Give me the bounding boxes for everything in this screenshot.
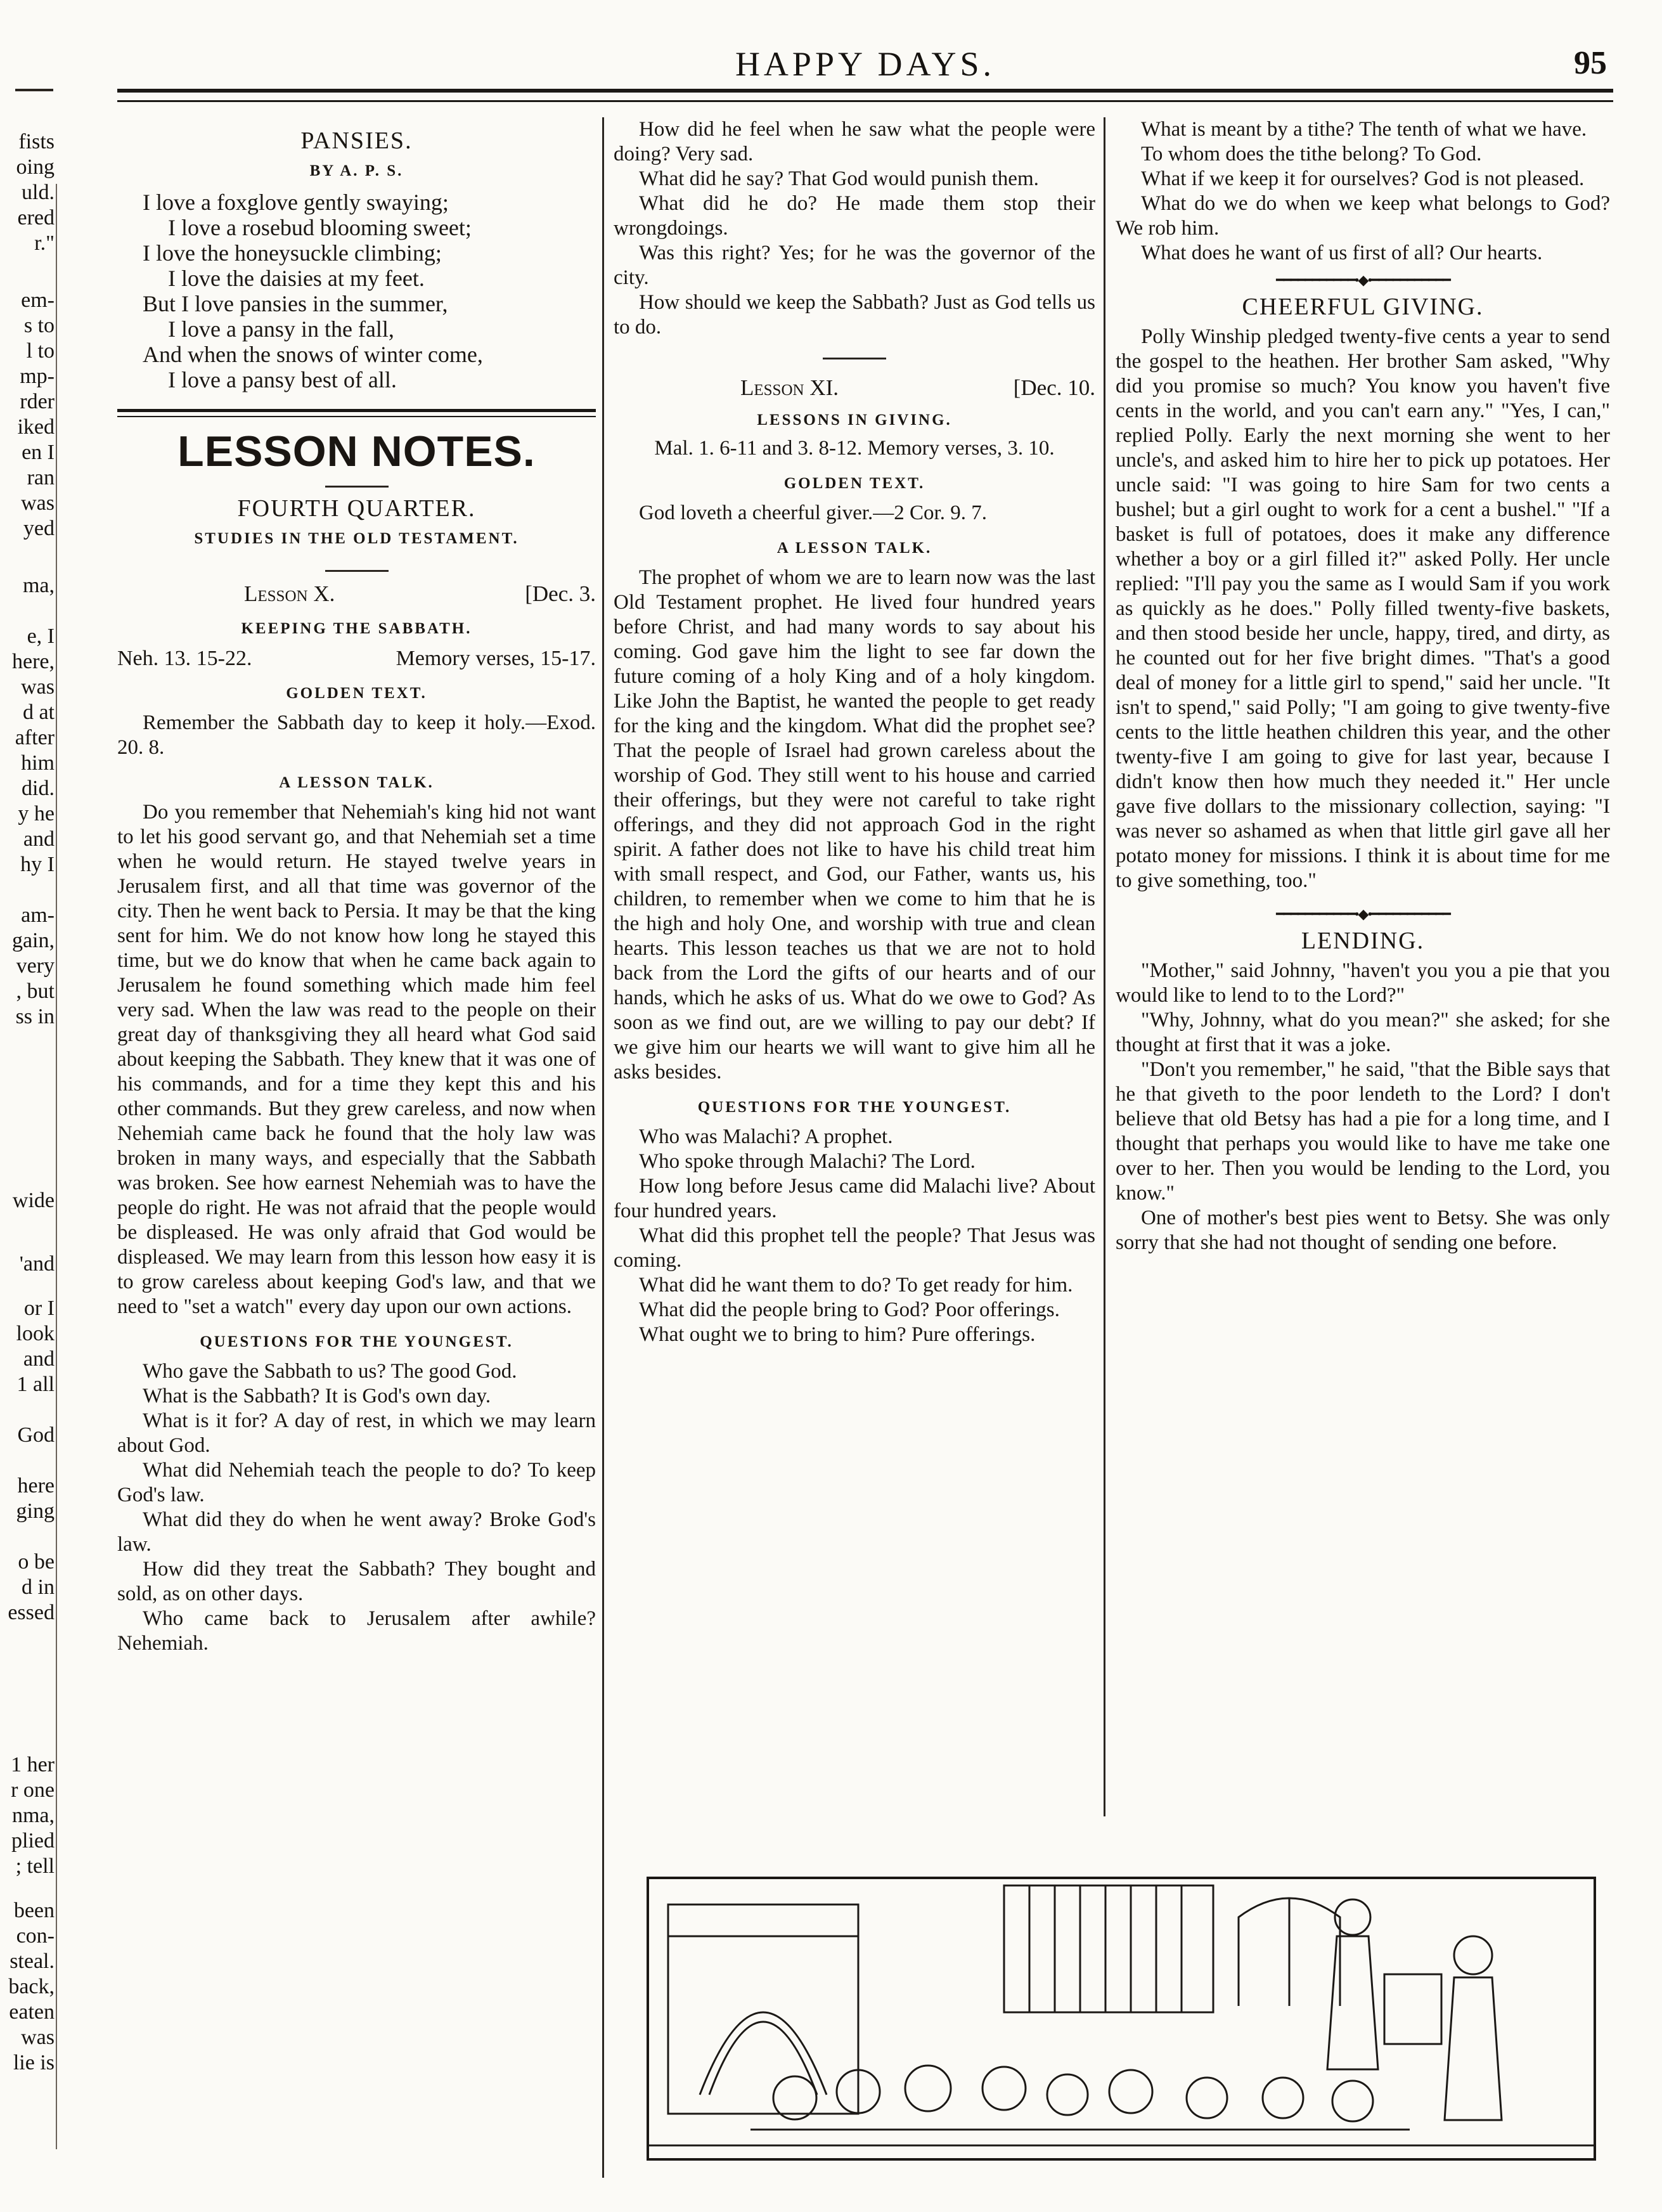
margin-rule bbox=[56, 184, 57, 2149]
margin-fragment: hy I bbox=[20, 853, 55, 876]
newspaper-title: HAPPY DAYS. bbox=[735, 45, 996, 83]
story-title: CHEERFUL GIVING. bbox=[1242, 294, 1484, 320]
margin-fragment: or I bbox=[23, 1297, 55, 1320]
story-paragraph: One of mother's best pies went to Betsy. She was only sorry that she had not thought of sending one before. bbox=[1116, 1206, 1610, 1254]
quarter-heading: FOURTH QUARTER. bbox=[237, 495, 476, 522]
lesson-topic: KEEPING THE SABBATH. bbox=[241, 620, 472, 637]
lesson-date: [Dec. 3. bbox=[525, 581, 596, 606]
poem-title: PANSIES. bbox=[300, 127, 413, 154]
question: What does he want of us first of all? Our hearts. bbox=[1141, 242, 1543, 264]
margin-fragment: ss in bbox=[15, 1005, 55, 1028]
questions-heading: QUESTIONS FOR THE YOUNGEST. bbox=[200, 1333, 513, 1350]
margin-fragment: been bbox=[13, 1899, 55, 1922]
question: How did he feel when he saw what the people were doing? Very sad. bbox=[614, 118, 1095, 165]
margin-fragment: was bbox=[21, 675, 55, 699]
short-rule bbox=[325, 486, 389, 488]
memory-verses: Memory verses, 15-17. bbox=[396, 647, 596, 670]
question: What did he do? He made them stop their wrongdoings. bbox=[614, 192, 1095, 240]
question: What ought we to bring to him? Pure offerings. bbox=[639, 1323, 1036, 1346]
margin-fragment: gain, bbox=[11, 929, 55, 952]
margin-fragment: after bbox=[15, 726, 55, 749]
margin-fragment: very bbox=[16, 954, 55, 978]
question: To whom does the tithe belong? To God. bbox=[1141, 143, 1482, 165]
question: What is meant by a tithe? The tenth of what we have. bbox=[1141, 118, 1587, 141]
margin-fragment: ; tell bbox=[15, 1854, 55, 1878]
section-rule bbox=[117, 409, 596, 417]
margin-fragment: back, bbox=[8, 1975, 55, 1998]
questions-heading: QUESTIONS FOR THE YOUNGEST. bbox=[697, 1099, 1012, 1116]
short-rule bbox=[325, 570, 389, 572]
margin-fragment: ging bbox=[16, 1499, 55, 1523]
golden-text: Remember the Sabbath day to keep it holy.—Exod. 20. 8. bbox=[117, 711, 596, 759]
margin-fragment: em- bbox=[21, 288, 55, 312]
question: What did he say? That God would punish them. bbox=[639, 167, 1039, 190]
question: Who came back to Jerusalem after awhile? Nehemiah. bbox=[117, 1607, 596, 1655]
column-3 bbox=[1116, 117, 1610, 1255]
margin-fragment: r one bbox=[11, 1778, 55, 1802]
margin-fragment: here, bbox=[11, 650, 55, 673]
margin-fragment: plied bbox=[11, 1829, 55, 1853]
margin-fragment: con- bbox=[16, 1924, 55, 1948]
scripture-ref: Neh. 13. 15-22. bbox=[117, 647, 252, 670]
column-1 bbox=[117, 117, 596, 1656]
lesson-label: Lesson X. bbox=[244, 581, 335, 606]
story-paragraph: "Mother," said Johnny, "haven't you you a pie that you would like to lend to to the Lord?" bbox=[1116, 959, 1610, 1007]
question: How should we keep the Sabbath? Just as God tells us to do. bbox=[614, 291, 1095, 339]
margin-fragment: was bbox=[21, 2026, 55, 2049]
margin-fragment: ran bbox=[27, 466, 55, 489]
question: How long before Jesus came did Malachi live? About four hundred years. bbox=[614, 1175, 1095, 1222]
golden-text: God loveth a cheerful giver.—2 Cor. 9. 7. bbox=[639, 501, 987, 524]
margin-fragment: en I bbox=[22, 441, 55, 464]
poem bbox=[117, 190, 596, 392]
question: What did he want them to do? To get ready for him. bbox=[639, 1274, 1073, 1297]
poem-line: I love a pansy in the fall, bbox=[168, 316, 394, 342]
ornament-divider: ━━━━━━━━━━━•◆•━━━━━━━━━━━ bbox=[1276, 906, 1450, 922]
margin-fragment: yed bbox=[23, 517, 55, 540]
question: Was this right? Yes; for he was the governor of the city. bbox=[614, 242, 1095, 289]
margin-fragment: was bbox=[21, 491, 55, 515]
lesson-talk-heading: A LESSON TALK. bbox=[279, 774, 434, 791]
margin-fragment: God bbox=[17, 1423, 55, 1447]
golden-text-heading: GOLDEN TEXT. bbox=[783, 475, 925, 492]
question: Who spoke through Malachi? The Lord. bbox=[639, 1150, 976, 1173]
margin-fragment: wide bbox=[12, 1189, 55, 1212]
margin-fragment: and bbox=[23, 1347, 55, 1371]
margin-fragment: uld. bbox=[22, 181, 55, 204]
margin-fragment: d at bbox=[22, 701, 55, 724]
question: Who gave the Sabbath to us? The good God. bbox=[143, 1360, 517, 1383]
question: What is the Sabbath? It is God's own day. bbox=[143, 1385, 491, 1407]
margin-fragment: o be bbox=[18, 1550, 55, 1574]
margin-fragment: 'and bbox=[19, 1252, 55, 1276]
question: What if we keep it for ourselves? God is not pleased. bbox=[1141, 167, 1585, 190]
margin-fragment: here bbox=[17, 1474, 55, 1497]
story-paragraph: "Why, Johnny, what do you mean?" she asked; for she thought at first that it was a joke. bbox=[1116, 1009, 1610, 1056]
poem-line: I love a pansy best of all. bbox=[168, 367, 397, 392]
question: Who was Malachi? A prophet. bbox=[639, 1125, 893, 1148]
margin-fragment: r." bbox=[34, 231, 55, 255]
poem-line: I love the honeysuckle climbing; bbox=[143, 240, 442, 266]
lesson-date: [Dec. 10. bbox=[1013, 375, 1095, 400]
margin-fragment: y he bbox=[18, 802, 55, 825]
margin-fragment: essed bbox=[8, 1601, 55, 1624]
lesson-talk: Do you remember that Nehemiah's king hid not want to let his good servant go, and that Nehemiah set a time when he would return. He stayed twelve years in Jerusalem first, and all that time was governor of the city. Then he went back to Persia. It may be that the king sent for him. We do not know how long he stayed this time, but we do know that when he came back again to Jerusalem he found something which made him feel very sad. When the law was read to the people on their great day of thanksgiving they all heard what God said about keeping the Sabbath. They knew that it was one of his commands, and for a time they kept this and his other commands. But they grew careless, and now when Nehemiah came back he found that the holy law was broken in many ways, and especially that the Sabbath was broken. See how earnest Nehemiah was to have the people do right. He was not afraid that the people would be displeased. He was only afraid that God would be displeased. We may learn from this lesson how easy it is to grow careless about keeping God's law, and that we need to "set a watch" every day upon our own actions. bbox=[117, 801, 596, 1318]
page-number: 95 bbox=[1574, 45, 1607, 81]
margin-fragment: , but bbox=[16, 980, 55, 1003]
margin-fragment: look bbox=[16, 1322, 55, 1345]
engraving-illustration bbox=[647, 1877, 1596, 2161]
margin-fragment: oing bbox=[16, 155, 55, 179]
story-title: LENDING. bbox=[1301, 928, 1425, 954]
margin-fragment: d in bbox=[22, 1575, 55, 1599]
margin-fragment: 1 her bbox=[11, 1753, 55, 1776]
question: What do we do when we keep what belongs to God? We rob him. bbox=[1116, 192, 1610, 240]
margin-fragment: 1 all bbox=[16, 1373, 55, 1396]
ornament-divider: ━━━━━━━━━━━•◆•━━━━━━━━━━━ bbox=[1276, 272, 1450, 288]
poem-line: I love a rosebud blooming sweet; bbox=[168, 215, 472, 240]
lesson-line bbox=[614, 375, 1095, 401]
margin-fragment: steal. bbox=[10, 1950, 55, 1973]
question: What did Nehemiah teach the people to do? To keep God's law. bbox=[117, 1459, 596, 1506]
margin-tick bbox=[15, 89, 53, 91]
scripture-line bbox=[117, 646, 596, 671]
lesson-line bbox=[117, 581, 596, 607]
margin-fragment: rder bbox=[20, 390, 55, 413]
lesson-talk-heading: A LESSON TALK. bbox=[776, 540, 932, 557]
question: What did they do when he went away? Broke God's law. bbox=[117, 1508, 596, 1556]
margin-fragment: lie is bbox=[13, 2051, 55, 2074]
classroom-engraving bbox=[649, 1879, 1594, 2158]
story-paragraph: "Don't you remember," he said, "that the Bible says that he that giveth to the poor lendeth to the Lord? I don't believe that old Betsy has had a pie for a long time, and I thought that perhaps you would like to have me take one over to her. Then you would be lending to the Lord, you know." bbox=[1116, 1058, 1610, 1205]
lesson-talk: The prophet of whom we are to learn now was the last Old Testament prophet. He lived four hundred years before Christ, and had many words to say about his coming. God gave him the light to see far down the future coming of a holy King and of a holy kingdom. Like John the Baptist, he wanted the people to get ready for the king and the kingdom. What did the prophet see? That the people of Israel had grown careless about the worship of God. They still went to his house and carried their offerings, but they were not careful to take right offerings, and they did not approach God in the right spirit. A father does not like to have his child treat him with small respect, and God, our Father, wants us, his children, to remember when we come to him that he is the high and holy One, and worship with true and clean hearts. This lesson teaches us that we are not to hold back from the Lord the gifts of our hearts and of our hands, which he asks of us. What do we owe to God? As soon as we find out, are we willing to pay our debt? If we give him our hearts we will want to give him all he asks besides. bbox=[614, 566, 1095, 1083]
margin-fragment: him bbox=[21, 751, 55, 775]
studies-heading: STUDIES IN THE OLD TESTAMENT. bbox=[194, 530, 519, 547]
poem-line: I love a foxglove gently swaying; bbox=[143, 190, 449, 215]
page-header bbox=[117, 44, 1613, 82]
lesson-topic: LESSONS IN GIVING. bbox=[757, 411, 952, 429]
question: What did this prophet tell the people? That Jesus was coming. bbox=[614, 1224, 1095, 1272]
question: What is it for? A day of rest, in which we may learn about God. bbox=[117, 1409, 596, 1457]
column-2 bbox=[614, 117, 1095, 1347]
poem-line: I love the daisies at my feet. bbox=[168, 266, 425, 291]
scripture-ref: Mal. 1. 6-11 and 3. 8-12. Memory verses, 3. 10. bbox=[654, 437, 1055, 460]
golden-text-heading: GOLDEN TEXT. bbox=[286, 685, 427, 702]
margin-fragment: ma, bbox=[22, 574, 55, 597]
poem-byline: BY A. P. S. bbox=[309, 162, 404, 179]
poem-line: And when the snows of winter come, bbox=[143, 342, 483, 367]
margin-fragment: eaten bbox=[9, 2000, 55, 2024]
poem-line: But I love pansies in the summer, bbox=[143, 291, 448, 316]
header-rule bbox=[117, 89, 1613, 93]
margin-fragment: fists bbox=[18, 130, 55, 153]
margin-fragment: s to bbox=[23, 314, 55, 337]
margin-fragment: did. bbox=[22, 777, 55, 800]
margin-fragment: l to bbox=[26, 339, 55, 363]
column-rule bbox=[1104, 117, 1105, 1816]
margin-fragment: and bbox=[23, 827, 55, 851]
story-text: Polly Winship pledged twenty-five cents a year to send the gospel to the heathen. Her brother Sam asked, "Why did you promise so much? You know you haven't five cents in the world, and you can't earn any." "Yes, I can," replied Polly. Early the next morning she went to her uncle's, and asked him to hire her to pick up potatoes. Her uncle said: "I was going to hire Sam for two cents a bushel; but a girl ought to work for a cent a bushel." "If a basket is full of potatoes, does it make any difference whether a boy or a girl filled it?" asked Polly. Her uncle replied: "I'll pay you the same as I would Sam if you work as quickly as he does." Polly filled twenty-five baskets, and then stood beside her uncle, happy, tired, and dirty, as he counted out for her five bright dimes. "That's a good deal of money for a little girl to spend," said her uncle. "It isn't to spend," said Polly; "I am going to give twenty-five cents to the little heathen children this year, and the other twenty-five I am going to give for last year, because I didn't know then how much they needed it." Her uncle gave five dollars to the missionary collection, saying: "I was never so ashamed as when that little girl gave all her potato money for missions. I think it is about time for me to give something, too." bbox=[1116, 325, 1610, 892]
adjacent-page-fragment bbox=[0, 0, 57, 2212]
short-rule bbox=[823, 358, 886, 359]
margin-fragment: iked bbox=[17, 415, 55, 439]
margin-fragment: mp- bbox=[20, 365, 55, 388]
column-rule bbox=[602, 117, 604, 2178]
question: How did they treat the Sabbath? They bought and sold, as on other days. bbox=[117, 1558, 596, 1605]
margin-fragment: am- bbox=[21, 903, 55, 927]
margin-fragment: nma, bbox=[11, 1804, 55, 1827]
section-title: LESSON NOTES. bbox=[177, 427, 536, 475]
margin-fragment: ered bbox=[17, 206, 55, 230]
question: What did the people bring to God? Poor offerings. bbox=[639, 1298, 1060, 1321]
lesson-label: Lesson XI. bbox=[740, 375, 839, 400]
header-rule-thin bbox=[117, 100, 1613, 102]
margin-fragment: e, I bbox=[27, 624, 55, 648]
